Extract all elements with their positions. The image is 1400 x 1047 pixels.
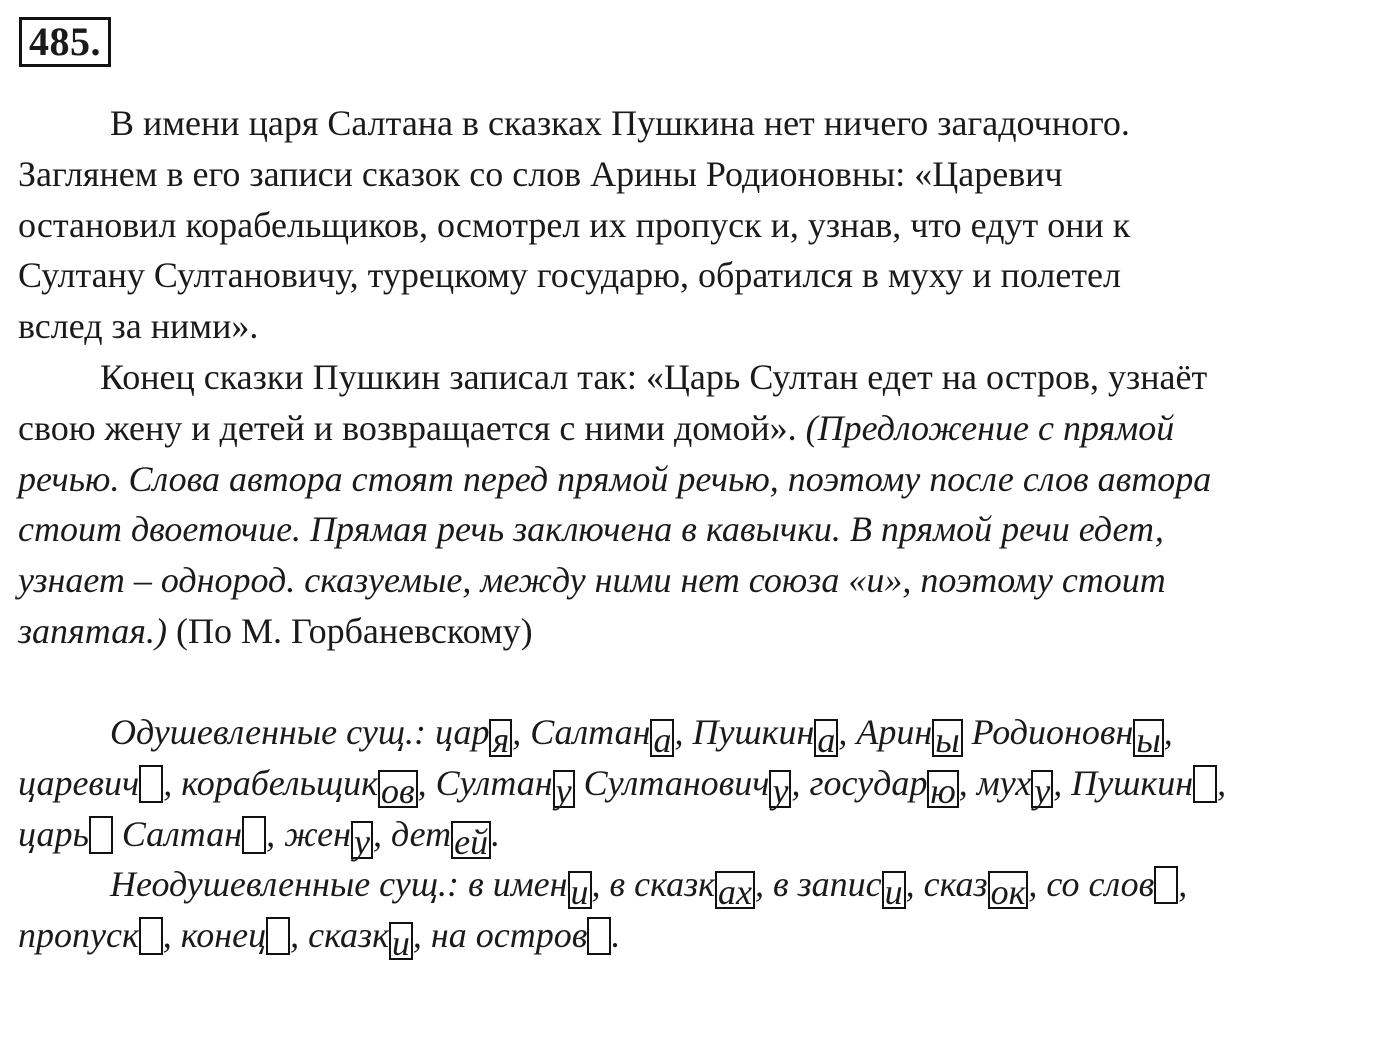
inanimate-line-2: пропуск , конец , сказки, на остров . <box>18 915 621 964</box>
word: Пушкин <box>1071 762 1194 803</box>
word: со слов <box>1046 864 1155 905</box>
word: конец <box>180 915 267 956</box>
inanimate-label: Неодушевленные сущ.: <box>110 864 460 905</box>
ending-box: у <box>553 770 575 808</box>
word: сказ <box>923 864 988 905</box>
empty-ending-box <box>1154 866 1178 904</box>
paragraph-1-line-5: вслед за ними». <box>18 306 259 347</box>
ending-box: у <box>1031 770 1053 808</box>
animate-line-2: царевич , корабельщиков, Султану Султановичу, государю, муху, Пушкин , <box>18 762 1227 811</box>
word: пропуск <box>18 915 139 956</box>
paragraph-2 <box>18 352 1388 657</box>
ending-box: у <box>351 821 373 859</box>
animate-line-3: царь Салтан , жену, детей. <box>18 813 501 862</box>
word: царь <box>18 813 89 854</box>
empty-ending-box <box>139 917 163 955</box>
ending-box: а <box>814 719 838 757</box>
paragraph-2-line-6 <box>18 606 1388 657</box>
word: Арин <box>856 712 933 752</box>
ending-box: ах <box>715 871 755 909</box>
empty-ending-box <box>587 917 611 955</box>
word: мух <box>976 762 1032 803</box>
ending-box: ов <box>378 770 418 808</box>
grammar-note-line-3: узнает – однород. сказуемые, между ними нет союза «и», поэтому стоит <box>18 560 1166 601</box>
empty-ending-box <box>1193 765 1217 803</box>
paragraph-1 <box>18 98 1388 352</box>
word: в запис <box>772 864 882 905</box>
ending-box: и <box>882 871 906 909</box>
paragraph-2-line-2-text: свою жену и детей и возвращается с ними домой». <box>18 407 797 448</box>
ending-box: и <box>389 922 413 960</box>
ending-box: а <box>650 719 674 757</box>
source-attribution: (По М. Горбаневскому) <box>175 610 533 651</box>
word: дет <box>390 813 452 854</box>
paragraph-2-line-2 <box>18 403 1388 454</box>
ending-box: ю <box>927 770 958 808</box>
paragraph-1-line-1: В имени царя Салтана в сказках Пушкина нет ничего загадочного. <box>110 103 1130 143</box>
paragraph-2-line-1: Конец сказки Пушкин записал так: «Царь Султан едет на остров, узнаёт <box>100 357 1208 397</box>
animate-line-1: Одушевленные сущ.: царя, Салтана, Пушкина, Арины Родионовны, <box>110 712 1173 760</box>
ending-box: ок <box>988 871 1029 909</box>
ending-box: и <box>568 871 592 909</box>
inanimate-line-1: Неодушевленные сущ.: в имени, в сказках, в записи, сказок, со слов , <box>110 864 1188 913</box>
paragraph-1-line-3: остановил корабельщиков, осмотрел их пропуск и, узнав, что едут они к <box>18 204 1131 245</box>
word: государ <box>809 762 928 803</box>
word: на остров <box>430 915 588 956</box>
ending-box: у <box>769 770 791 808</box>
word: Султан <box>435 762 553 803</box>
grammar-note-start: (Предложение с прямой <box>805 407 1175 448</box>
grammar-note-line-2: стоит двоеточие. Прямая речь заключена в кавычки. В прямой речи едет, <box>18 509 1164 550</box>
word: Родионовн <box>971 712 1134 752</box>
paragraph-1-line-4: Султану Султановичу, турецкому государю, обратился в муху и полетел <box>18 255 1121 296</box>
word: в имен <box>468 864 568 905</box>
ending-box: ы <box>1133 719 1163 757</box>
word: жен <box>284 813 351 854</box>
ending-box: ы <box>932 719 962 757</box>
empty-ending-box <box>89 816 113 854</box>
animate-label: Одушевленные сущ.: <box>110 712 427 752</box>
empty-ending-box <box>242 816 266 854</box>
word: Салтан <box>530 712 651 752</box>
noun-analysis <box>18 707 1388 964</box>
word: в сказк <box>609 864 715 905</box>
ending-box: я <box>489 719 512 757</box>
word: Султанович <box>583 762 770 803</box>
ending-box: ей <box>451 821 491 859</box>
word: сказк <box>308 915 389 956</box>
empty-ending-box <box>266 917 290 955</box>
word: Пушкин <box>692 712 815 752</box>
grammar-note-line-1: речью. Слова автора стоят перед прямой речью, поэтому после слов автора <box>18 458 1212 499</box>
word: цар <box>435 712 490 752</box>
paragraph-1-line-2: Заглянем в его записи сказок со слов Арины Родионовны: «Царевич <box>18 153 1063 194</box>
exercise-number: 485. <box>19 17 111 67</box>
word: царевич <box>18 762 140 803</box>
grammar-note-end: запятая.) <box>18 610 167 651</box>
word: корабельщик <box>181 762 378 803</box>
empty-ending-box <box>139 765 163 803</box>
word: Салтан <box>121 813 243 854</box>
